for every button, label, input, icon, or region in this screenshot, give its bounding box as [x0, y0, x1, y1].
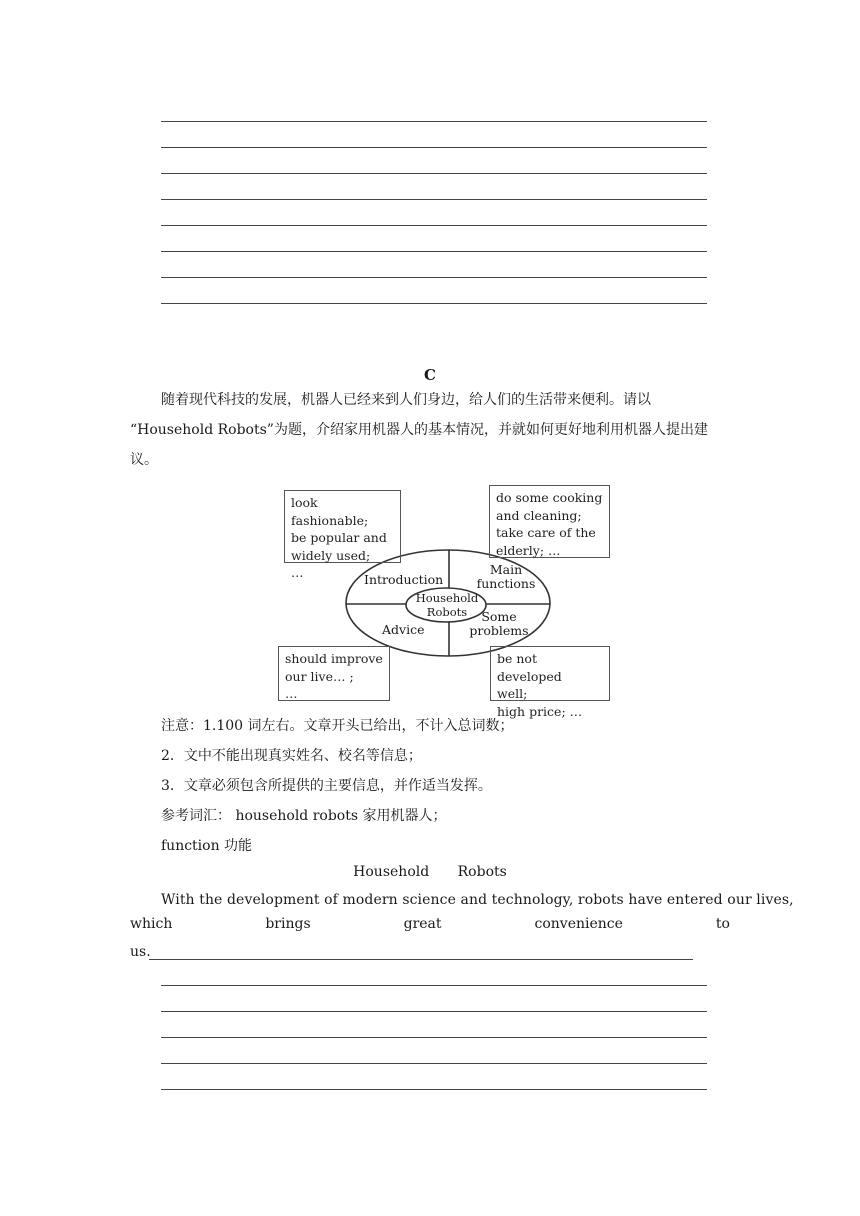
vocab-line-2: function 功能: [161, 838, 253, 854]
answer-line-inline[interactable]: [149, 959, 693, 960]
quadrant-text: problems: [469, 623, 529, 638]
box-text: be popular and: [291, 530, 387, 545]
answer-line[interactable]: [161, 1037, 707, 1038]
essay-title: [0, 864, 860, 880]
essay-line-3-start: us.: [130, 944, 151, 960]
box-text: do some cooking: [496, 490, 603, 505]
answer-line: [161, 251, 707, 252]
essay-word: to: [715, 916, 730, 932]
essay-word: great: [403, 916, 442, 932]
essay-line-1: With the development of modern science and technology, robots have entered our lives,: [161, 892, 794, 908]
essay-word: convenience: [534, 916, 623, 932]
note-1: 注意：1.100 词左右。文章开头已给出，不计入总词数；: [161, 718, 514, 734]
answer-line: [161, 121, 707, 122]
box-text: elderly; …: [496, 542, 561, 558]
center-text: Robots: [426, 605, 468, 619]
prompt-line-3: 议。: [130, 452, 158, 468]
box-text: should improve: [285, 651, 383, 666]
vocab-line-1: 参考词汇： household robots 家用机器人；: [161, 808, 447, 824]
essay-title-word: Robots: [457, 864, 507, 880]
box-text: take care of the: [496, 525, 596, 540]
answer-line: [161, 277, 707, 278]
section-label: C: [424, 366, 436, 384]
box-text: …: [291, 565, 304, 580]
box-text: well;: [497, 686, 528, 701]
quadrant-advice: Advice: [382, 622, 425, 637]
answer-line: [161, 303, 707, 304]
quadrant-introduction: Introduction: [364, 572, 444, 587]
essay-word: brings: [265, 916, 311, 932]
essay-title-word: Household: [353, 864, 430, 880]
box-text: our live… ;: [285, 668, 354, 684]
box-introduction-details: [284, 490, 401, 580]
answer-line[interactable]: [161, 1063, 707, 1064]
answer-line[interactable]: [161, 985, 707, 986]
quadrant-main-functions: [476, 563, 536, 591]
box-text: …: [285, 686, 298, 701]
box-text: look fashionable;: [291, 495, 369, 528]
answer-line: [161, 147, 707, 148]
answer-line[interactable]: [161, 1011, 707, 1012]
box-problems-details: [490, 646, 610, 719]
prompt-line-1: 随着现代科技的发展，机器人已经来到人们身边，给人们的生活带来便利。请以: [161, 392, 651, 408]
quadrant-text: functions: [476, 576, 536, 591]
box-text: high price; …: [497, 703, 583, 719]
note-2: 2．文中不能出现真实姓名、校名等信息；: [161, 748, 422, 764]
answer-line[interactable]: [161, 1089, 707, 1090]
answer-line: [161, 225, 707, 226]
essay-line-2: [130, 916, 730, 932]
answer-line: [161, 173, 707, 174]
essay-word: which: [130, 916, 173, 932]
answer-line: [161, 199, 707, 200]
mind-map-diagram: [276, 484, 612, 719]
box-advice-details: [278, 646, 390, 701]
note-3: 3．文章必须包含所提供的主要信息，并作适当发挥。: [161, 778, 492, 794]
box-text: be not developed: [497, 651, 562, 684]
prompt-line-2: “Household Robots”为题，介绍家用机器人的基本情况，并就如何更好地利用机器人提出建: [130, 422, 708, 438]
box-text: and cleaning;: [496, 507, 582, 523]
box-text: widely used;: [291, 547, 371, 563]
quadrant-text: Some: [481, 609, 517, 624]
center-text: Household: [415, 591, 479, 605]
quadrant-some-problems: [469, 610, 529, 638]
box-functions-details: [489, 485, 610, 558]
quadrant-text: Main: [489, 562, 523, 577]
